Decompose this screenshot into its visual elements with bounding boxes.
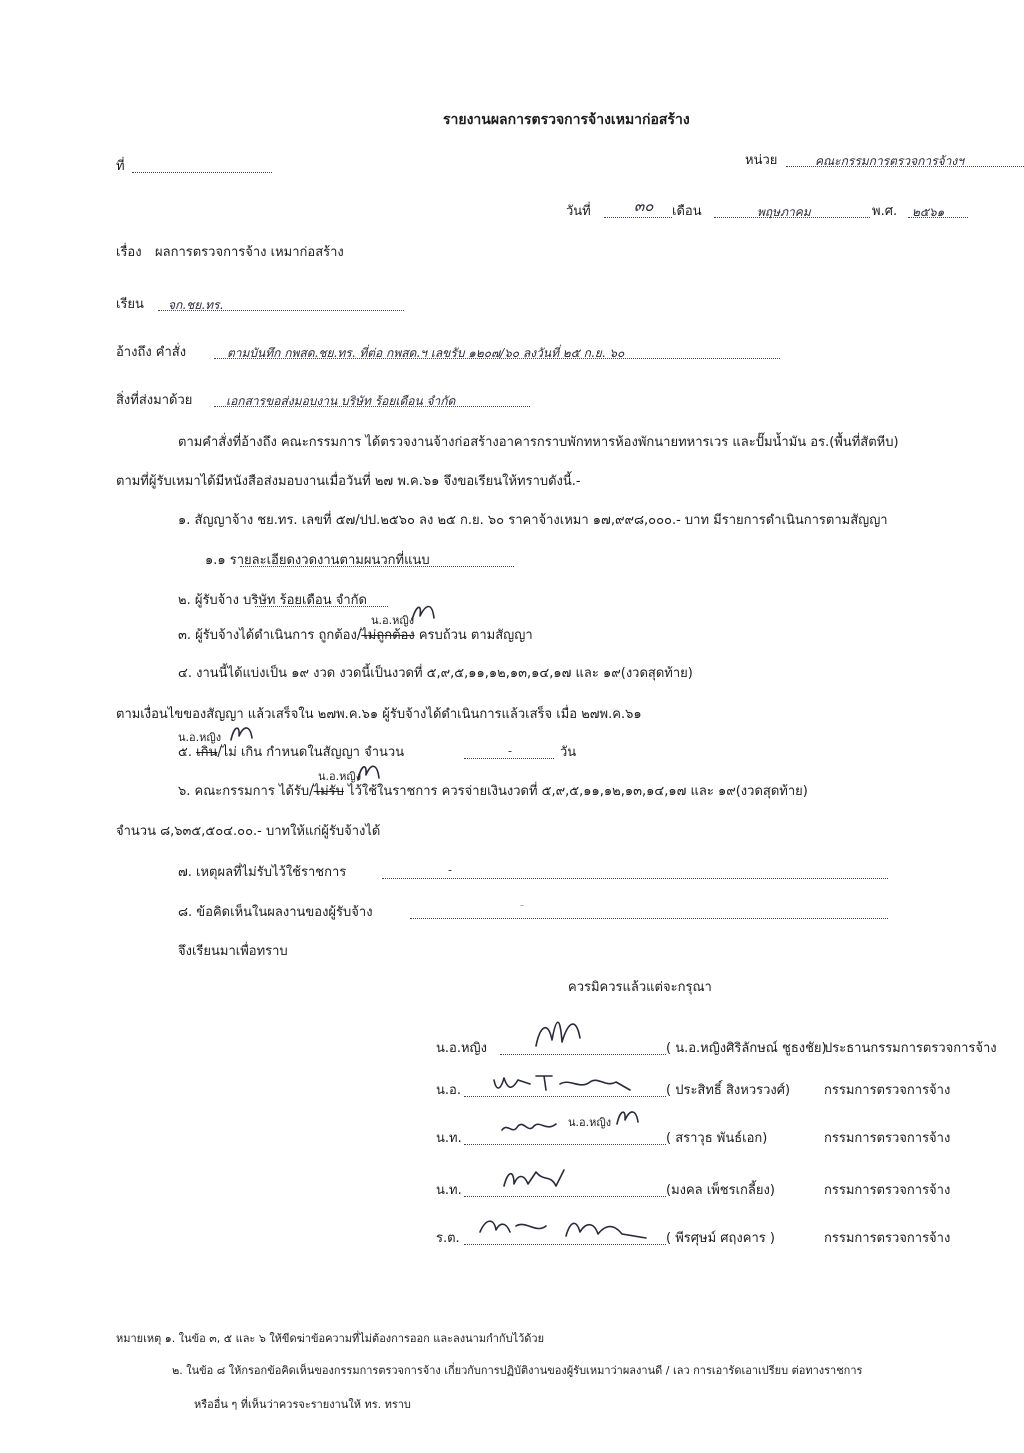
item-8-label: ๘. ข้อคิดเห็นในผลงานของผู้รับจ้าง [178,905,373,920]
para1: ตามคำสั่งที่อ้างถึง คณะกรรมการ ได้ตรวจงานจ้างก่อสร้างอาคารกราบพักทหารห้องพักนายทหารเวร และปั๊มน้ำมัน อร.(พื้นที่สัตหีบ) [178,435,899,450]
to-label: เรียน [116,297,144,312]
unit-line [786,166,1024,167]
item-1-1: ๑.๑ รายละเอียดงวดงานตามผนวกที่แนบ [205,553,430,568]
ref-label: อ้างถึง คำสั่ง [116,345,187,360]
ref-line [214,358,780,359]
signature-1-name: ( น.อ.หญิงศิริลักษณ์ ชูธงชัย) [666,1041,827,1056]
item-2: ๒. ผู้รับจ้าง บริษัท ร้อยเดือน จำกัด [178,593,367,608]
amount: จำนวน ๘,๖๓๕,๕๐๔.๐๐.- บาทให้แก่ผู้รับจ้างได้ [116,824,381,839]
signature-1-rank: น.อ.หญิง [436,1041,487,1056]
signature-2-mark [490,1068,640,1098]
item-3-initial-signature [408,600,438,626]
signature-3-mark [498,1114,562,1142]
item-6-initial-signature [354,760,384,784]
signature-2-rank: น.อ. [436,1083,461,1098]
enclosure-line [214,406,530,407]
item-6-a: ๖. คณะกรรมการ ได้รับ/ [178,784,314,799]
signature-3-name: ( สราวุธ พันธ์เอก) [666,1131,768,1146]
signoff: ควรมิควรแล้วแต่จะกรุณา [568,980,712,995]
enclosure-label: สิ่งที่ส่งมาด้วย [116,393,193,408]
ref-value: ตามบันทึก กพสด.ชย.ทร. ที่ต่อ กพสด.ฯ เลขรับ ๑๒๐๗/๖๐ ลงวันที่ ๒๕ ก.ย. ๖๐ [227,346,625,360]
signature-1-line [500,1054,666,1055]
year-value: ๒๕๖๑ [912,205,945,219]
no-label: ที่ [116,159,125,174]
signature-4-name: (มงคล เพ็ชรเกลี้ยง) [666,1183,775,1198]
date-day-value: ๓๐ [634,197,654,215]
item-3-a: ๓. ผู้รับจ้างได้ดำเนินการ ถูกต้อง/ [178,628,362,643]
item-5-unit: วัน [560,745,577,760]
signature-2-role: กรรมการตรวจการจ้าง [824,1083,951,1098]
document-title: รายงานผลการตรวจการจ้างเหมาก่อสร้าง [443,112,690,128]
item-6-text [178,783,808,801]
signature-3-line [464,1144,666,1145]
note-3: หรืออื่น ๆ ที่เห็นว่าควรจะรายงานให้ ทร. ทราบ [194,1398,411,1411]
signature-5-role: กรรมการตรวจการจ้าง [824,1231,951,1246]
to-line [158,310,404,311]
unit-label: หน่วย [745,153,778,168]
signature-2-name: ( ประสิทธิ์ สิงหวรวงศ์) [666,1083,791,1098]
item-5-b: /ไม่ เกิน กำหนดในสัญญา จำนวน [217,745,405,760]
item-3-annotation: น.อ.หญิง [371,614,415,627]
item-5-struck: เกิน [196,745,218,760]
month-value: พฤษภาคม [757,205,811,219]
note-1: หมายเหตุ ๑. ในข้อ ๓, ๕ และ ๖ ให้ขีดฆ่าข้อความที่ไม่ต้องการออก และลงนามกำกับไว้ด้วย [116,1332,545,1345]
item-3-struck: ไม่ถูกต้อง [361,628,415,643]
item-7-line [382,878,888,879]
closing: จึงเรียนมาเพื่อทราบ [178,944,288,959]
no-field [132,172,272,173]
year-label: พ.ศ. [872,204,898,219]
item-7-value: - [448,863,453,877]
item-1-1-line [240,566,514,567]
signature-1-mark [530,1012,590,1054]
signature-4-mark [500,1164,570,1194]
item-7-label: ๗. เหตุผลที่ไม่รับไว้ใช้ราชการ [178,865,347,880]
date-day-line [604,217,672,218]
item-2-line [255,606,388,607]
item-5-annotation: น.อ.หญิง [178,731,222,744]
item-5-num: ๕. [178,745,192,760]
item-4-cont: ตามเงื่อนไขของสัญญา แล้วเสร็จใน ๒๗พ.ค.๖๑ ผู้รับจ้างได้ดำเนินการแล้วเสร็จ เมื่อ ๒๗พ.ค.๖๑ [116,707,642,722]
signature-3-rank: น.ท. [436,1131,462,1146]
item-3-b: ครบถ้วน ตามสัญญา [418,628,533,643]
item-1: ๑. สัญญาจ้าง ชย.ทร. เลขที่ ๕๗/ปป.๒๕๖๐ ลง ๒๕ ก.ย. ๖๐ ราคาจ้างเหมา ๑๗,๙๙๘,๐๐๐.- บาท มีรายการดำเนินการตามสัญญา [178,513,888,528]
subject-value: ผลการตรวจการจ้าง เหมาก่อสร้าง [155,245,344,260]
item-5-initial-signature [228,722,256,744]
para1-cont: ตามที่ผู้รับเหมาได้มีหนังสือส่งมอบงานเมื่อวันที่ ๒๗ พ.ค.๖๑ จึงขอเรียนให้ทราบดังนี้.- [116,474,581,489]
date-day-label: วันที่ [566,204,591,219]
item-3-text [178,627,533,645]
to-value: จก.ชย.ทร. [168,298,224,312]
item-6-annotation: น.อ.หญิง [318,770,362,783]
unit-value: คณะกรรมการตรวจการจ้างฯ [815,154,964,168]
signature-5-mark [476,1212,660,1246]
signature-4-line [464,1196,666,1197]
signature-1-role: ประธานกรรมการตรวจการจ้าง [824,1041,997,1056]
signature-5-name: ( พีรศุษม์ ศฤงคาร ) [666,1231,775,1246]
item-6-b: ไว้ใช้ในราชการ ควรจ่ายเงินงวดที่ ๕,๙,๕,๑๑,๑๒,๑๓,๑๔,๑๗ และ ๑๙(งวดสุดท้าย) [348,784,808,799]
year-line [908,217,968,218]
signature-5-rank: ร.ต. [436,1231,460,1246]
item-5-value: - [508,744,513,758]
item-8-line [410,918,888,919]
note-2: ๒. ในข้อ ๘ ให้กรอกข้อคิดเห็นของกรรมการตรวจการจ้าง เกี่ยวกับการปฏิบัติงานของผู้รับเหมาว่าผลงานดี / เลว การเอารัดเอาเปรียบ ต่อทางราชการ [172,1364,863,1377]
signature-4-rank: น.ท. [436,1183,462,1198]
item-5-line [464,758,554,759]
signature-3-initial [614,1106,642,1128]
item-6-struck: ไม่รับ [313,784,344,799]
signature-4-role: กรรมการตรวจการจ้าง [824,1183,951,1198]
month-line [714,217,870,218]
month-label: เดือน [672,204,702,219]
signature-3-annotation: น.อ.หญิง [568,1116,612,1129]
signature-3-role: กรรมการตรวจการจ้าง [824,1131,951,1146]
enclosure-value: เอกสารขอส่งมอบงาน บริษัท ร้อยเดือน จำกัด [226,394,456,408]
item-4: ๔. งานนี้ได้แบ่งเป็น ๑๙ งวด งวดนี้เป็นงวดที่ ๕,๙,๕,๑๑,๑๒,๑๓,๑๔,๑๗ และ ๑๙(งวดสุดท้าย) [178,666,693,681]
subject-label: เรื่อง [116,245,142,260]
item-8-value: - [520,898,525,912]
